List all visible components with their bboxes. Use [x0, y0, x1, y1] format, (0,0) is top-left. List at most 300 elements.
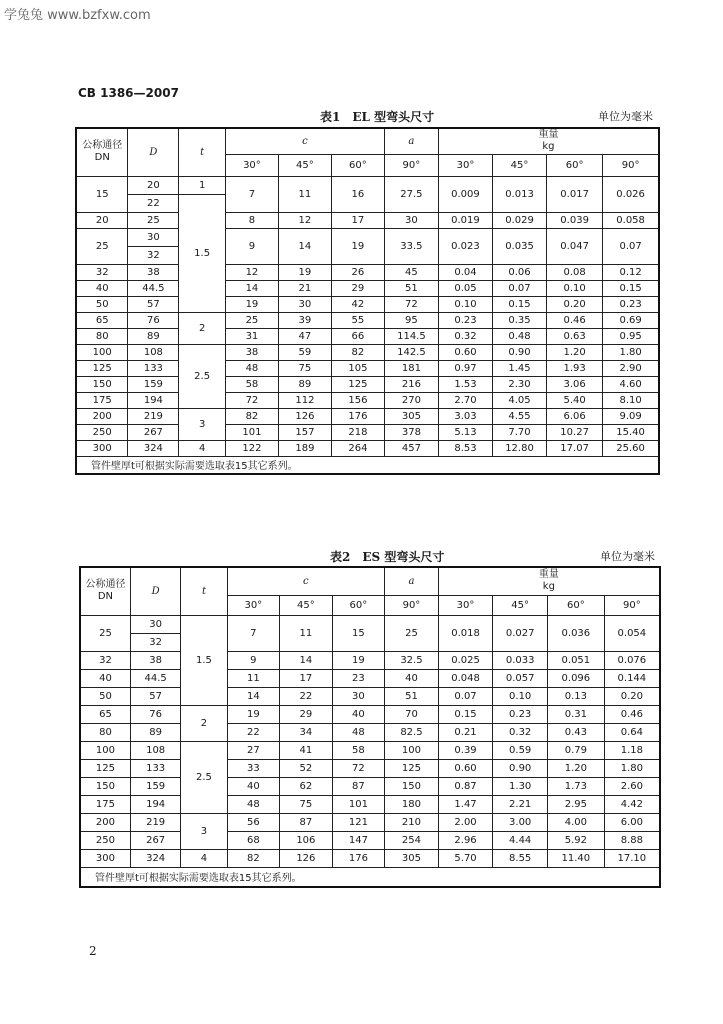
dn-cell: 80: [80, 723, 130, 741]
w45-cell: 3.00: [493, 813, 548, 831]
w30-cell: 0.023: [438, 228, 492, 264]
dn-cell: 25: [76, 228, 128, 264]
d-cell: 32: [130, 633, 180, 651]
c30-cell: 14: [225, 280, 278, 296]
dn-cell: 65: [76, 312, 128, 328]
w30-cell: 0.04: [438, 264, 492, 280]
w45-cell: 4.05: [492, 392, 546, 408]
dn-cell: 175: [76, 392, 128, 408]
d-cell: 159: [128, 376, 179, 392]
header-angle: 45°: [493, 595, 548, 615]
d-cell: 324: [128, 440, 179, 456]
header-t: t: [181, 567, 227, 615]
a90-cell: 72: [384, 296, 438, 312]
w60-cell: 0.79: [547, 741, 604, 759]
c60-cell: 101: [332, 795, 385, 813]
header-angle: 90°: [384, 154, 438, 176]
c30-cell: 82: [225, 408, 278, 424]
c30-cell: 11: [227, 669, 280, 687]
header-angle: 90°: [603, 154, 659, 176]
c30-cell: 33: [227, 759, 280, 777]
w60-cell: 1.20: [547, 759, 604, 777]
w30-cell: 0.32: [438, 328, 492, 344]
d-cell: 76: [128, 312, 179, 328]
c30-cell: 101: [225, 424, 278, 440]
c30-cell: 25: [225, 312, 278, 328]
header-angle: 90°: [604, 595, 660, 615]
w45-cell: 0.057: [493, 669, 548, 687]
c30-cell: 7: [225, 176, 278, 212]
c60-cell: 19: [332, 651, 385, 669]
a90-cell: 82.5: [385, 723, 439, 741]
d-cell: 89: [128, 328, 179, 344]
w60-cell: 6.06: [547, 408, 603, 424]
header-angle: 30°: [225, 154, 278, 176]
c30-cell: 56: [227, 813, 280, 831]
w30-cell: 0.60: [438, 759, 493, 777]
t-cell: 1: [179, 176, 226, 194]
w30-cell: 5.70: [438, 849, 493, 867]
c60-cell: 16: [331, 176, 384, 212]
w60-cell: 10.27: [547, 424, 603, 440]
c30-cell: 27: [227, 741, 280, 759]
header-dn: 公称通径DN: [76, 128, 128, 176]
w90-cell: 0.15: [603, 280, 659, 296]
w45-cell: 0.90: [492, 344, 546, 360]
c60-cell: 121: [332, 813, 385, 831]
w30-cell: 3.03: [438, 408, 492, 424]
w90-cell: 0.46: [604, 705, 660, 723]
c45-cell: 75: [280, 795, 333, 813]
c30-cell: 14: [227, 687, 280, 705]
header-angle: 30°: [438, 595, 493, 615]
t-cell: 2: [179, 312, 226, 344]
w30-cell: 0.048: [438, 669, 493, 687]
a90-cell: 378: [384, 424, 438, 440]
w30-cell: 0.10: [438, 296, 492, 312]
table2-unit: 单位为毫米: [600, 550, 655, 563]
d-cell: 194: [130, 795, 180, 813]
c45-cell: 112: [278, 392, 331, 408]
t-cell: 2.5: [179, 344, 226, 408]
a90-cell: 180: [385, 795, 439, 813]
header-angle: 60°: [331, 154, 384, 176]
d-cell: 267: [128, 424, 179, 440]
w45-cell: 0.07: [492, 280, 546, 296]
w60-cell: 0.31: [547, 705, 604, 723]
w90-cell: 0.076: [604, 651, 660, 669]
d-cell: 108: [128, 344, 179, 360]
d-cell: 20: [128, 176, 179, 194]
c30-cell: 68: [227, 831, 280, 849]
d-cell: 30: [130, 615, 180, 633]
w45-cell: 2.21: [493, 795, 548, 813]
w90-cell: 0.64: [604, 723, 660, 741]
w45-cell: 4.44: [493, 831, 548, 849]
w60-cell: 0.017: [547, 176, 603, 212]
w45-cell: 0.32: [493, 723, 548, 741]
c30-cell: 58: [225, 376, 278, 392]
w30-cell: 0.60: [438, 344, 492, 360]
t-cell: 4: [179, 440, 226, 456]
c30-cell: 82: [227, 849, 280, 867]
w60-cell: 3.06: [547, 376, 603, 392]
a90-cell: 305: [385, 849, 439, 867]
w90-cell: 0.07: [603, 228, 659, 264]
header-weight: [438, 567, 660, 595]
dn-cell: 15: [76, 176, 128, 212]
t-cell: 2.5: [181, 741, 227, 813]
w30-cell: 0.23: [438, 312, 492, 328]
c45-cell: 29: [280, 705, 333, 723]
header-c: c: [225, 128, 384, 154]
w90-cell: 0.20: [604, 687, 660, 705]
dn-cell: 300: [76, 440, 128, 456]
t-cell: 4: [181, 849, 227, 867]
d-cell: 30: [128, 228, 179, 246]
w60-cell: 5.92: [547, 831, 604, 849]
table-note: 管件壁厚t可根据实际需要选取表15其它系列。: [80, 867, 660, 887]
w90-cell: 0.054: [604, 615, 660, 651]
a90-cell: 150: [385, 777, 439, 795]
dn-cell: 20: [76, 212, 128, 228]
c60-cell: 176: [332, 849, 385, 867]
c30-cell: 48: [225, 360, 278, 376]
a90-cell: 114.5: [384, 328, 438, 344]
w90-cell: 4.42: [604, 795, 660, 813]
w90-cell: 4.60: [603, 376, 659, 392]
w30-cell: 1.47: [438, 795, 493, 813]
c60-cell: 147: [332, 831, 385, 849]
w60-cell: 0.08: [547, 264, 603, 280]
d-cell: 267: [130, 831, 180, 849]
c30-cell: 19: [225, 296, 278, 312]
weight-label: 重量: [538, 569, 559, 581]
w60-cell: 0.20: [547, 296, 603, 312]
t-cell: 1.5: [181, 615, 227, 705]
c45-cell: 19: [278, 264, 331, 280]
w30-cell: 0.05: [438, 280, 492, 296]
d-cell: 324: [130, 849, 180, 867]
header-angle: 60°: [332, 595, 385, 615]
d-cell: 57: [130, 687, 180, 705]
w60-cell: 0.036: [547, 615, 604, 651]
d-cell: 44.5: [130, 669, 180, 687]
c60-cell: 19: [331, 228, 384, 264]
header-angle: 60°: [547, 154, 603, 176]
c30-cell: 9: [227, 651, 280, 669]
w90-cell: 2.90: [603, 360, 659, 376]
a90-cell: 51: [385, 687, 439, 705]
a90-cell: 32.5: [385, 651, 439, 669]
d-cell: 159: [130, 777, 180, 795]
weight-unit: kg: [542, 141, 555, 153]
c60-cell: 176: [331, 408, 384, 424]
document-code: CB 1386—2007: [78, 86, 179, 100]
c45-cell: 52: [280, 759, 333, 777]
header-d: D: [128, 128, 179, 176]
w90-cell: 8.88: [604, 831, 660, 849]
c45-cell: 21: [278, 280, 331, 296]
w90-cell: 1.18: [604, 741, 660, 759]
header-d: D: [130, 567, 180, 615]
c45-cell: 12: [278, 212, 331, 228]
c45-cell: 126: [278, 408, 331, 424]
d-cell: 44.5: [128, 280, 179, 296]
dn-cell: 150: [80, 777, 130, 795]
w90-cell: 0.69: [603, 312, 659, 328]
weight-label: 重量: [538, 129, 559, 141]
dn-cell: 150: [76, 376, 128, 392]
c45-cell: 39: [278, 312, 331, 328]
w45-cell: 12.80: [492, 440, 546, 456]
w30-cell: 2.00: [438, 813, 493, 831]
w45-cell: 2.30: [492, 376, 546, 392]
w60-cell: 11.40: [547, 849, 604, 867]
c60-cell: 15: [332, 615, 385, 651]
c30-cell: 31: [225, 328, 278, 344]
site-watermark: 学兔兔 www.bzfxw.com: [4, 8, 151, 23]
header-angle: 45°: [278, 154, 331, 176]
w45-cell: 0.35: [492, 312, 546, 328]
dn-cell: 65: [80, 705, 130, 723]
c30-cell: 38: [225, 344, 278, 360]
d-cell: 133: [128, 360, 179, 376]
w30-cell: 0.39: [438, 741, 493, 759]
d-cell: 22: [128, 194, 179, 212]
w60-cell: 1.20: [547, 344, 603, 360]
table2: [79, 566, 661, 888]
w60-cell: 0.43: [547, 723, 604, 741]
c60-cell: 82: [331, 344, 384, 360]
c60-cell: 58: [332, 741, 385, 759]
w90-cell: 0.23: [603, 296, 659, 312]
t-cell: 2: [181, 705, 227, 741]
c60-cell: 125: [331, 376, 384, 392]
c45-cell: 11: [280, 615, 333, 651]
w60-cell: 1.73: [547, 777, 604, 795]
w30-cell: 0.15: [438, 705, 493, 723]
header-c: c: [227, 567, 385, 595]
d-cell: 38: [128, 264, 179, 280]
c60-cell: 55: [331, 312, 384, 328]
w60-cell: 0.13: [547, 687, 604, 705]
w60-cell: 0.039: [547, 212, 603, 228]
w60-cell: 4.00: [547, 813, 604, 831]
c60-cell: 156: [331, 392, 384, 408]
c60-cell: 40: [332, 705, 385, 723]
w30-cell: 0.018: [438, 615, 493, 651]
w30-cell: 0.87: [438, 777, 493, 795]
c45-cell: 41: [280, 741, 333, 759]
w30-cell: 0.009: [438, 176, 492, 212]
a90-cell: 210: [385, 813, 439, 831]
d-cell: 194: [128, 392, 179, 408]
w30-cell: 5.13: [438, 424, 492, 440]
c60-cell: 29: [331, 280, 384, 296]
header-angle: 45°: [492, 154, 546, 176]
weight-unit: kg: [542, 581, 555, 593]
w45-cell: 7.70: [492, 424, 546, 440]
c45-cell: 11: [278, 176, 331, 212]
w60-cell: 1.93: [547, 360, 603, 376]
dn-cell: 50: [76, 296, 128, 312]
w45-cell: 0.10: [493, 687, 548, 705]
w90-cell: 25.60: [603, 440, 659, 456]
w90-cell: 0.058: [603, 212, 659, 228]
w45-cell: 8.55: [493, 849, 548, 867]
d-cell: 76: [130, 705, 180, 723]
header-angle: 45°: [280, 595, 333, 615]
c45-cell: 157: [278, 424, 331, 440]
w45-cell: 1.30: [493, 777, 548, 795]
w90-cell: 6.00: [604, 813, 660, 831]
c60-cell: 26: [331, 264, 384, 280]
c60-cell: 48: [332, 723, 385, 741]
dn-cell: 175: [80, 795, 130, 813]
c45-cell: 189: [278, 440, 331, 456]
w30-cell: 0.025: [438, 651, 493, 669]
w90-cell: 1.80: [604, 759, 660, 777]
header-angle: 60°: [547, 595, 604, 615]
a90-cell: 305: [384, 408, 438, 424]
w30-cell: 0.21: [438, 723, 493, 741]
a90-cell: 142.5: [384, 344, 438, 360]
a90-cell: 27.5: [384, 176, 438, 212]
table-note: 管件壁厚t可根据实际需要选取表15其它系列。: [76, 456, 659, 474]
w90-cell: 9.09: [603, 408, 659, 424]
d-cell: 219: [128, 408, 179, 424]
a90-cell: 270: [384, 392, 438, 408]
dn-cell: 200: [76, 408, 128, 424]
dn-cell: 40: [76, 280, 128, 296]
c30-cell: 40: [227, 777, 280, 795]
w60-cell: 0.096: [547, 669, 604, 687]
w90-cell: 0.144: [604, 669, 660, 687]
t-cell: 3: [181, 813, 227, 849]
dn-cell: 100: [80, 741, 130, 759]
table2-caption: 表2 ES 型弯头尺寸: [330, 550, 445, 564]
w45-cell: 0.013: [492, 176, 546, 212]
c45-cell: 14: [280, 651, 333, 669]
c45-cell: 17: [280, 669, 333, 687]
a90-cell: 25: [385, 615, 439, 651]
table1: [75, 127, 660, 475]
header-angle: 90°: [385, 595, 439, 615]
header-a: a: [385, 567, 439, 595]
dn-cell: 32: [76, 264, 128, 280]
dn-cell: 125: [80, 759, 130, 777]
c60-cell: 30: [332, 687, 385, 705]
c60-cell: 264: [331, 440, 384, 456]
c60-cell: 105: [331, 360, 384, 376]
dn-cell: 25: [80, 615, 130, 651]
w30-cell: 2.96: [438, 831, 493, 849]
w30-cell: 1.53: [438, 376, 492, 392]
w45-cell: 0.15: [492, 296, 546, 312]
w90-cell: 2.60: [604, 777, 660, 795]
w90-cell: 0.95: [603, 328, 659, 344]
d-cell: 219: [130, 813, 180, 831]
dn-cell: 40: [80, 669, 130, 687]
a90-cell: 40: [385, 669, 439, 687]
w60-cell: 5.40: [547, 392, 603, 408]
w45-cell: 1.45: [492, 360, 546, 376]
d-cell: 38: [130, 651, 180, 669]
w45-cell: 0.033: [493, 651, 548, 669]
a90-cell: 254: [385, 831, 439, 849]
w30-cell: 0.07: [438, 687, 493, 705]
header-dn: 公称通径DN: [80, 567, 130, 615]
c45-cell: 34: [280, 723, 333, 741]
header-weight: [438, 128, 659, 154]
c30-cell: 48: [227, 795, 280, 813]
c60-cell: 66: [331, 328, 384, 344]
c45-cell: 89: [278, 376, 331, 392]
header-angle: 30°: [227, 595, 280, 615]
a90-cell: 95: [384, 312, 438, 328]
w60-cell: 0.10: [547, 280, 603, 296]
c30-cell: 19: [227, 705, 280, 723]
c45-cell: 14: [278, 228, 331, 264]
c30-cell: 12: [225, 264, 278, 280]
w60-cell: 17.07: [547, 440, 603, 456]
a90-cell: 216: [384, 376, 438, 392]
c45-cell: 75: [278, 360, 331, 376]
a90-cell: 181: [384, 360, 438, 376]
c30-cell: 22: [227, 723, 280, 741]
c45-cell: 30: [278, 296, 331, 312]
a90-cell: 30: [384, 212, 438, 228]
d-cell: 57: [128, 296, 179, 312]
c45-cell: 106: [280, 831, 333, 849]
c45-cell: 126: [280, 849, 333, 867]
w30-cell: 0.019: [438, 212, 492, 228]
w90-cell: 17.10: [604, 849, 660, 867]
c45-cell: 47: [278, 328, 331, 344]
header-t: t: [179, 128, 226, 176]
c60-cell: 23: [332, 669, 385, 687]
dn-cell: 50: [80, 687, 130, 705]
c60-cell: 87: [332, 777, 385, 795]
a90-cell: 45: [384, 264, 438, 280]
a90-cell: 125: [385, 759, 439, 777]
dn-cell: 200: [80, 813, 130, 831]
a90-cell: 457: [384, 440, 438, 456]
c60-cell: 72: [332, 759, 385, 777]
c30-cell: 7: [227, 615, 280, 651]
a90-cell: 33.5: [384, 228, 438, 264]
dn-cell: 80: [76, 328, 128, 344]
c30-cell: 8: [225, 212, 278, 228]
w45-cell: 0.06: [492, 264, 546, 280]
w45-cell: 0.48: [492, 328, 546, 344]
table1-caption: 表1 EL 型弯头尺寸: [320, 110, 435, 124]
c45-cell: 62: [280, 777, 333, 795]
c30-cell: 122: [225, 440, 278, 456]
header-angle: 30°: [438, 154, 492, 176]
c45-cell: 59: [278, 344, 331, 360]
w90-cell: 0.026: [603, 176, 659, 212]
w45-cell: 0.90: [493, 759, 548, 777]
w90-cell: 15.40: [603, 424, 659, 440]
c60-cell: 218: [331, 424, 384, 440]
c60-cell: 17: [331, 212, 384, 228]
w45-cell: 0.035: [492, 228, 546, 264]
t-cell: 3: [179, 408, 226, 440]
w45-cell: 4.55: [492, 408, 546, 424]
d-cell: 133: [130, 759, 180, 777]
